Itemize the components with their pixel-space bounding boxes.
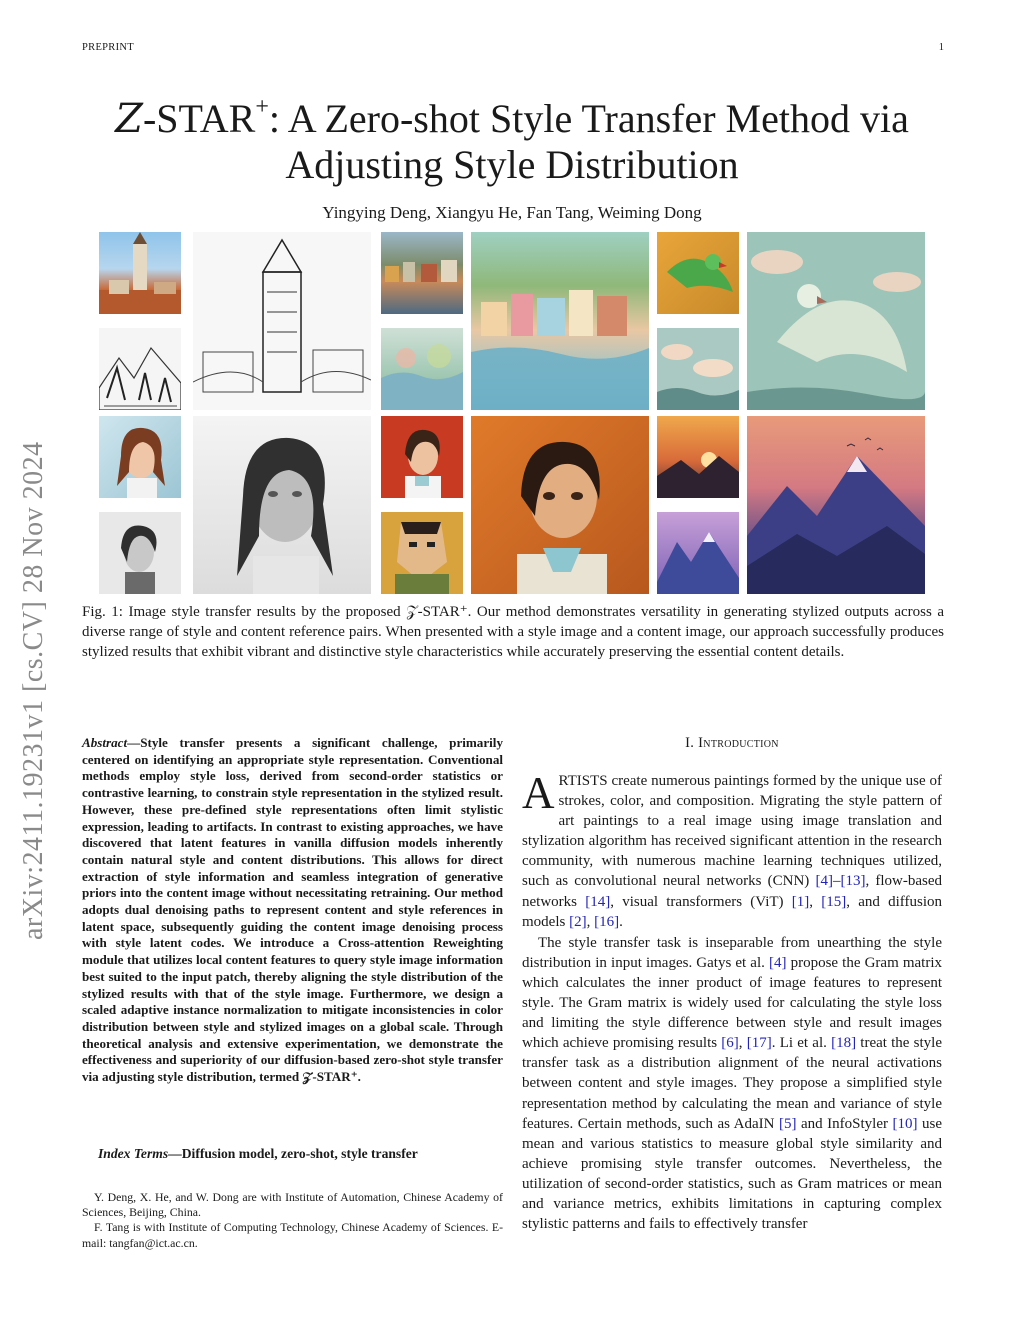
affiliation-footnote bbox=[82, 1190, 503, 1251]
sunset-content-image bbox=[657, 416, 739, 498]
castle-sketch-result bbox=[193, 232, 371, 410]
citation-link[interactable]: [2] bbox=[569, 913, 587, 930]
citation-link[interactable]: [10] bbox=[892, 1115, 918, 1132]
parrot-content-image bbox=[657, 232, 739, 314]
citation-link[interactable]: [4] bbox=[768, 954, 787, 971]
paper-title bbox=[60, 96, 964, 188]
footnote-1: Y. Deng, X. He, and W. Dong are with Institute of Automation, Chinese Academy of Sciences, Beijing, China. bbox=[82, 1190, 503, 1220]
abstract-text: —Style transfer presents a significant challenge, primarily centered on identifying an appropriate style representation. Conventional methods employ style loss, derived from second-order statistics or contrastive learning, to constrain style representation in the stylized result. However, these pre-defined style representations often limit stylistic expression, leading to artifacts. In contrast to existing approaches, we have discovered that latent features in vanilla diffusion models inherently contain natural style and content distributions. This allows for direct extraction of style information and seamless integration of generative priors into the content image without necessitating retraining. Our method adopts dual denoising paths to represent content and style references in latent space, subsequently guiding the content image denoising process with style latent codes. We introduce a Cross-attention Reweighting module that utilizes local content features to query style image information best suited to the input patch, thereby aligning the style distribution of the stylized results with that of the style image. Furthermore, we design a scaled adaptive instance normalization to mitigate inconsistencies in color distribution between style and stylized images on a global scale. Through theoretical analysis and extensive experimentation, we demonstrate the effectiveness and superiority of our diffusion-based zero-shot style transfer via adjusting style distribution, termed 𝒵-STAR⁺. bbox=[82, 735, 503, 1085]
pen-sketch-style-image bbox=[99, 328, 181, 410]
abstract-label: Abstract bbox=[82, 735, 128, 750]
citation-link[interactable]: [17] bbox=[746, 1035, 772, 1052]
girl-painting-result bbox=[471, 416, 649, 594]
index-terms-label: Index Terms bbox=[98, 1146, 169, 1161]
figure-caption: Fig. 1: Image style transfer results by the proposed 𝒵-STAR⁺. Our method demonstrates versatility in generating stylized outputs across a diverse range of style and content reference pairs. When presented with a style image and a content image, our approach successfully produces stylized results that exhibit vibrant and distinctive style characteristics while accurately preserving the essential content details. bbox=[82, 604, 944, 660]
watercolor-style-image bbox=[381, 328, 463, 410]
harbor-content-image bbox=[381, 232, 463, 314]
bw-portrait-result bbox=[193, 416, 371, 594]
harbor-painting-result bbox=[471, 232, 649, 410]
title-line2: Adjusting Style Distribution bbox=[285, 142, 739, 187]
title-line1-rest: : A Zero-shot Style Transfer Method via bbox=[268, 96, 909, 141]
citation-link[interactable]: [6] bbox=[721, 1035, 739, 1052]
clouds-style-image bbox=[657, 328, 739, 410]
section-heading-introduction bbox=[522, 735, 942, 752]
intro-paragraph-2: The style transfer task is inseparable from unearthing the style distribution in input images. Gatys et al. [4] propose the Gram matrix which calculates the inner product of image features to represent style. The Gram matrix is widely used for calculating the style loss and limiting the style difference between style and result images which achieve promising results [6], [17]. Li et al. [18] treat the style transfer task as a distribution alignment of the neural activations between content and style images. They propose a simplified style representation method by calculating the mean and variance of style features. Certain methods, such as AdaIN [5] and InfoStyler [10] use mean and various statistics to measure global style similarity and achieve promising style transfer outcomes. Nevertheless, the utilization of second-order statistics, such as Gram matrices or mean and variance metrics, exhibits limitations in capturing complex stylistic patterns and fails to effectively transfer bbox=[522, 934, 943, 1233]
citation-link[interactable]: [15] bbox=[821, 893, 847, 910]
girl-content-image bbox=[381, 416, 463, 498]
cubist-style-image bbox=[381, 512, 463, 594]
parrot-result bbox=[747, 232, 925, 410]
citation-link[interactable]: [5] bbox=[778, 1115, 797, 1132]
title-script-letter: Z bbox=[115, 96, 143, 142]
drop-cap: A bbox=[522, 768, 555, 818]
footnote-2: F. Tang is with Institute of Computing Technology, Chinese Academy of Sciences. E-mail: tangfan@ict.ac.cn. bbox=[82, 1220, 503, 1250]
title-name: -STAR bbox=[142, 96, 256, 141]
bw-portrait-style-image bbox=[99, 512, 181, 594]
citation-link[interactable]: [14] bbox=[585, 893, 611, 910]
citation-link[interactable]: [1] bbox=[791, 893, 810, 910]
arxiv-stamp: arXiv:2411.19231v1 [cs.CV] 28 Nov 2024 bbox=[18, 441, 49, 940]
running-header: PREPRINT bbox=[82, 42, 134, 53]
mountain-sunset-result bbox=[747, 416, 925, 594]
portrait-content-image bbox=[99, 416, 181, 498]
citation-link[interactable]: [18] bbox=[831, 1035, 857, 1052]
figure-image-grid bbox=[99, 232, 925, 594]
citation-link[interactable]: [13] bbox=[840, 873, 866, 890]
index-terms bbox=[82, 1145, 503, 1162]
author-list: Yingying Deng, Xiangyu He, Fan Tang, Weiming Dong bbox=[322, 203, 702, 222]
section-title: Introduction bbox=[698, 735, 779, 751]
index-terms-text: —Diffusion model, zero-shot, style transfer bbox=[168, 1146, 418, 1161]
castle-content-image bbox=[99, 232, 181, 314]
mountain-style-image bbox=[657, 512, 739, 594]
page-number: 1 bbox=[938, 42, 944, 53]
citation-link[interactable]: [4] bbox=[815, 873, 833, 890]
title-superscript: + bbox=[255, 94, 269, 120]
abstract-paragraph bbox=[82, 735, 503, 1086]
section-numeral: I. bbox=[685, 735, 695, 751]
citation-link[interactable]: [16] bbox=[594, 913, 620, 930]
intro-paragraph-1: ARTISTS create numerous paintings formed by the unique use of strokes, color, and composition. Migrating the style pattern of art paintings to a real image using image translation and stylization algorithm has received significant attention in the research community, with numerous machine learning techniques utilized, such as convolutional neural networks (CNN) [4]–[13], flow-based networks [14], visual transformers (ViT) [1], [15], and diffusion models [2], [16]. bbox=[522, 768, 942, 930]
introduction-body bbox=[522, 768, 943, 1234]
